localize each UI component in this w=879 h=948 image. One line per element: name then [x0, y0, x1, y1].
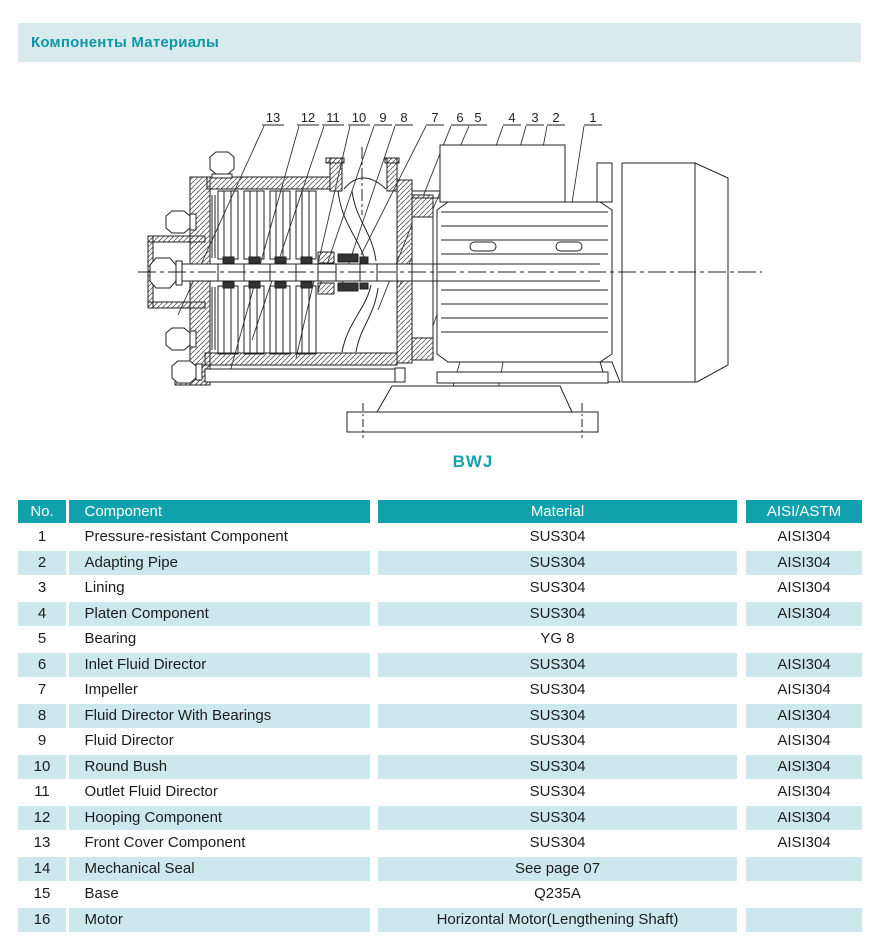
materials-table: [18, 500, 862, 933]
cell-no: 9: [37, 732, 47, 749]
stator-slot: [556, 242, 582, 251]
table-row: [18, 729, 862, 755]
row-gap: [370, 806, 378, 831]
table-row: [18, 525, 862, 551]
cell-aisi-astm: AISI304: [777, 834, 831, 851]
row-gap: [370, 755, 378, 780]
table-row: [18, 602, 862, 628]
table-row: [18, 576, 862, 602]
cell-component: Hooping Component: [69, 806, 371, 831]
cell-no: 7: [37, 681, 47, 698]
cell-aisi-astm: AISI304: [746, 653, 862, 678]
cell-aisi-astm: AISI304: [777, 783, 831, 800]
cell-aisi-astm: [746, 882, 862, 907]
table-row: [18, 908, 862, 934]
callout-9: 9: [379, 110, 387, 125]
row-gap: [370, 525, 378, 550]
row-gap: [370, 704, 378, 729]
table-row: [18, 780, 862, 806]
cell-component: Bearing: [84, 630, 137, 647]
row-gap: [737, 627, 746, 652]
row-gap: [370, 882, 378, 907]
cell-component: Fluid Director With Bearings: [69, 704, 371, 729]
cell-aisi-astm: AISI304: [746, 806, 862, 831]
cell-aisi-astm: AISI304: [746, 755, 862, 780]
cell-material: SUS304: [378, 551, 737, 576]
table-row: [18, 882, 862, 908]
cell-material: YG 8: [540, 630, 575, 647]
callout-numbers: [266, 110, 597, 125]
row-gap: [370, 831, 378, 856]
cell-aisi-astm: [746, 857, 862, 882]
callout-5: 5: [474, 110, 482, 125]
table-row: [18, 678, 862, 704]
cell-material: Horizontal Motor(Lengthening Shaft): [378, 908, 737, 933]
row-gap: [370, 576, 378, 601]
cell-material: SUS304: [378, 704, 737, 729]
cell-aisi-astm: AISI304: [746, 602, 862, 627]
cell-material: SUS304: [378, 806, 737, 831]
row-gap: [737, 525, 746, 550]
row-gap: [737, 653, 746, 678]
cell-material: SUS304: [378, 602, 737, 627]
table-row: [18, 755, 862, 781]
discharge-port: [326, 158, 399, 352]
table-row: [18, 551, 862, 577]
row-gap: [737, 908, 746, 933]
cell-component: Impeller: [84, 681, 138, 698]
callout-4: 4: [508, 110, 516, 125]
cell-no: 16: [18, 908, 66, 933]
stator-slot: [470, 242, 496, 251]
cell-component: Front Cover Component: [84, 834, 246, 851]
cell-material: SUS304: [529, 579, 586, 596]
callout-2: 2: [552, 110, 560, 125]
row-gap: [737, 602, 746, 627]
cell-component: Inlet Fluid Director: [69, 653, 371, 678]
cell-component: Adapting Pipe: [69, 551, 371, 576]
row-gap: [737, 831, 746, 856]
row-gap: [737, 857, 746, 882]
header-gap: [370, 500, 378, 523]
cell-aisi-astm: AISI304: [777, 579, 831, 596]
table-row: [18, 831, 862, 857]
row-gap: [737, 755, 746, 780]
callout-11: 11: [326, 110, 340, 125]
table-row: [18, 857, 862, 883]
cell-component: Mechanical Seal: [69, 857, 371, 882]
cell-no: 4: [18, 602, 66, 627]
col-header-aisi-astm: AISI/ASTM: [746, 500, 862, 523]
col-header-no: No.: [18, 500, 66, 523]
callout-10: 10: [351, 110, 367, 125]
pump-cross-section-diagram: [0, 95, 879, 485]
row-gap: [737, 806, 746, 831]
row-gap: [737, 551, 746, 576]
section-header-bar: [18, 23, 861, 62]
cell-component: Pressure-resistant Component: [84, 528, 288, 545]
header-gap: [737, 500, 746, 523]
cell-material: Q235A: [534, 885, 581, 902]
table-row: [18, 653, 862, 679]
row-gap: [737, 576, 746, 601]
row-gap: [370, 551, 378, 576]
row-gap: [737, 704, 746, 729]
row-gap: [370, 729, 378, 754]
row-gap: [370, 602, 378, 627]
cell-material: SUS304: [529, 732, 586, 749]
callout-12: 12: [300, 110, 316, 125]
cell-aisi-astm: AISI304: [777, 528, 831, 545]
cell-aisi-astm: [746, 908, 862, 933]
cell-no: 11: [34, 783, 50, 800]
row-gap: [370, 780, 378, 805]
col-header-material: Material: [378, 500, 737, 523]
base-assembly: [205, 368, 608, 438]
callout-7: 7: [431, 110, 439, 125]
base-plate: [347, 412, 598, 432]
pedestal: [377, 386, 572, 412]
callout-1: 1: [589, 110, 597, 125]
table-row: [18, 627, 862, 653]
cell-aisi-astm: AISI304: [777, 681, 831, 698]
row-gap: [737, 882, 746, 907]
cell-material: SUS304: [529, 834, 586, 851]
cell-component: Fluid Director: [84, 732, 174, 749]
cell-component: Platen Component: [69, 602, 371, 627]
cell-material: SUS304: [378, 653, 737, 678]
table-row: [18, 806, 862, 832]
callout-13: 13: [265, 110, 281, 125]
row-gap: [370, 627, 378, 652]
cell-no: 3: [37, 579, 47, 596]
table-row: [18, 704, 862, 730]
section-title: Компоненты Материалы: [31, 34, 219, 51]
cell-component: Round Bush: [69, 755, 371, 780]
cell-material: SUS304: [378, 755, 737, 780]
cell-aisi-astm: AISI304: [746, 704, 862, 729]
end-shield-boss: [597, 163, 612, 202]
cell-no: 14: [18, 857, 66, 882]
cell-component: Outlet Fluid Director: [84, 783, 218, 800]
cell-component: Lining: [84, 579, 125, 596]
model-label: BWJ: [452, 452, 494, 471]
callout-3: 3: [531, 110, 539, 125]
cell-no: 15: [33, 885, 51, 902]
cell-no: 8: [18, 704, 66, 729]
cell-no: 13: [33, 834, 51, 851]
row-gap: [370, 678, 378, 703]
cell-component: Motor: [69, 908, 371, 933]
cell-aisi-astm: [746, 627, 862, 652]
row-gap: [737, 729, 746, 754]
callout-6: 6: [456, 110, 464, 125]
row-gap: [370, 857, 378, 882]
cell-material: SUS304: [529, 783, 586, 800]
callout-8: 8: [400, 110, 408, 125]
cell-no: 10: [18, 755, 66, 780]
cell-material: SUS304: [529, 681, 586, 698]
cell-component: Base: [84, 885, 119, 902]
cell-material: SUS304: [529, 528, 586, 545]
terminal-box: [440, 145, 565, 202]
cell-no: 6: [18, 653, 66, 678]
table-body: [18, 525, 862, 933]
cell-no: 12: [18, 806, 66, 831]
row-gap: [370, 653, 378, 678]
cell-aisi-astm: AISI304: [777, 732, 831, 749]
cell-aisi-astm: AISI304: [746, 551, 862, 576]
cell-no: 5: [37, 630, 47, 647]
row-gap: [737, 780, 746, 805]
row-gap: [737, 678, 746, 703]
cell-no: 1: [37, 528, 47, 545]
motor-body: [433, 145, 620, 382]
table-header-row: [18, 500, 862, 523]
col-header-component: Component: [69, 500, 371, 523]
cell-material: See page 07: [378, 857, 737, 882]
row-gap: [370, 908, 378, 933]
shaft-nut: [150, 258, 176, 288]
cell-no: 2: [18, 551, 66, 576]
